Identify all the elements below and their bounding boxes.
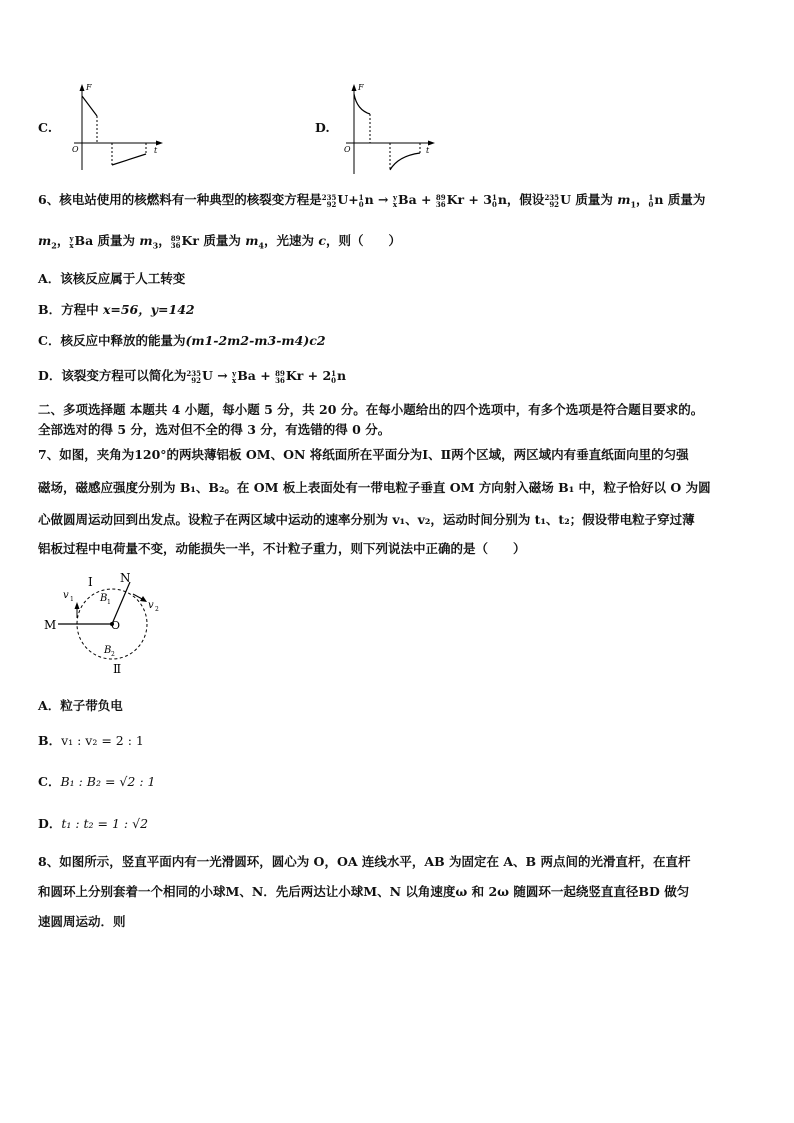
q7-fig-n: N xyxy=(120,571,131,585)
graph-c-axis-x: t xyxy=(154,146,158,155)
q7-option-b: B．v₁ : v₂ = 2 : 1 xyxy=(38,733,144,748)
q7-fig-region1: Ⅰ xyxy=(88,575,93,589)
q7-figure xyxy=(40,568,170,680)
option-c-label: C. xyxy=(38,120,53,135)
q7-fig-v2: v xyxy=(148,600,154,611)
q8-line1: 8、如图所示，竖直平面内有一光滑圆环，圆心为 O，OA 连线水平，AB 为固定在 A、B 两点间的光滑直杆，在直杆 xyxy=(38,854,691,869)
q7-fig-m: M xyxy=(44,618,57,632)
q6-option-a: A．该核反应属于人工转变 xyxy=(38,271,186,286)
q7-fig-b2-sub: 2 xyxy=(111,651,115,658)
graph-d-axis-x: t xyxy=(426,146,430,155)
graph-c xyxy=(68,82,168,177)
q6-line2: $m_2$， y x Ba 质量为 $m_3$， 89 36 Kr 质量为 $m_4$，光速为 c，则（ ） xyxy=(38,233,402,251)
q7-line3: 心做圆周运动回到出发点。设粒子在两区域中运动的速率分别为 v₁、v₂，运动时间分别为 t₁、t₂；假设带电粒子穿过薄 xyxy=(38,512,695,527)
q6-option-c: C．核反应中释放的能量为(m1-2m2-m3-m4)c2 xyxy=(38,333,326,348)
q6-option-b: B．方程中 x=56，y=142 xyxy=(38,302,195,317)
q7-fig-b1-sub: 1 xyxy=(107,599,111,606)
q7-option-d: D．t₁ : t₂ = 1 : √2 xyxy=(38,816,149,831)
q6-line1: 6、核电站使用的核燃料有一种典型的核裂变方程是 235 92 U+ 1 0 n → y x Ba + 89 36 Kr + 3 1 0 n，假设 235 92 U 质量为 $m_1$， 1 0 n 质量为 xyxy=(38,192,706,210)
graph-c-axis-y: F xyxy=(86,83,92,92)
q7-fig-region2: Ⅱ xyxy=(113,662,122,676)
q8-line2: 和圆环上分别套着一个相同的小球M、N．先后两达让小球M、N 以角速度ω 和 2ω 随圆环一起绕竖直直径BD 做匀 xyxy=(38,884,690,899)
q7-fig-b2: B xyxy=(104,645,112,656)
q8-line3: 速圆周运动．则 xyxy=(38,914,126,929)
q7-line1: 7、如图，夹角为120°的两块薄铝板 OM、ON 将纸面所在平面分为Ⅰ、Ⅱ两个区域，两区域内有垂直纸面向里的匀强 xyxy=(38,447,689,462)
q6-option-d: D．该裂变方程可以简化为 235 92 U → y x Ba + 89 36 Kr + 2 1 0 n xyxy=(38,368,347,385)
section2-line2: 全部选对的得 5 分，选对但不全的得 3 分，有选错的得 0 分。 xyxy=(38,422,391,437)
graph-d xyxy=(340,82,440,177)
q7-fig-v1: v xyxy=(63,590,69,601)
q6-prefix: 6、核电站使用的核燃料有一种典型的核裂变方程是 xyxy=(38,192,322,207)
q7-line4: 铝板过程中电荷量不变，动能损失一半，不计粒子重力，则下列说法中正确的是（ ） xyxy=(38,541,526,556)
q7-fig-b1: B xyxy=(100,593,108,604)
q7-fig-o: O xyxy=(111,619,121,632)
q7-fig-v2-sub: 2 xyxy=(155,606,159,613)
option-d-label: D. xyxy=(315,120,330,135)
q7-option-c: C．B₁ : B₂ = √2 : 1 xyxy=(38,774,156,789)
q7-option-a: A．粒子带负电 xyxy=(38,698,123,713)
graph-d-axis-y: F xyxy=(358,83,364,92)
q7-line2: 磁场，磁感应强度分别为 B₁、B₂。在 OM 板上表面处有一带电粒子垂直 OM 方向射入磁场 B₁ 中，粒子恰好以 O 为圆 xyxy=(38,480,711,495)
q7-fig-v1-sub: 1 xyxy=(70,596,74,603)
section2-line1: 二、多项选择题 本题共 4 小题，每小题 5 分，共 20 分。在每小题给出的四个选项中，有多个选项是符合题目要求的。 xyxy=(38,402,704,417)
graph-c-origin: O xyxy=(72,145,79,154)
graph-d-origin: O xyxy=(344,145,351,154)
q6-mid1: ，假设 xyxy=(506,192,545,207)
